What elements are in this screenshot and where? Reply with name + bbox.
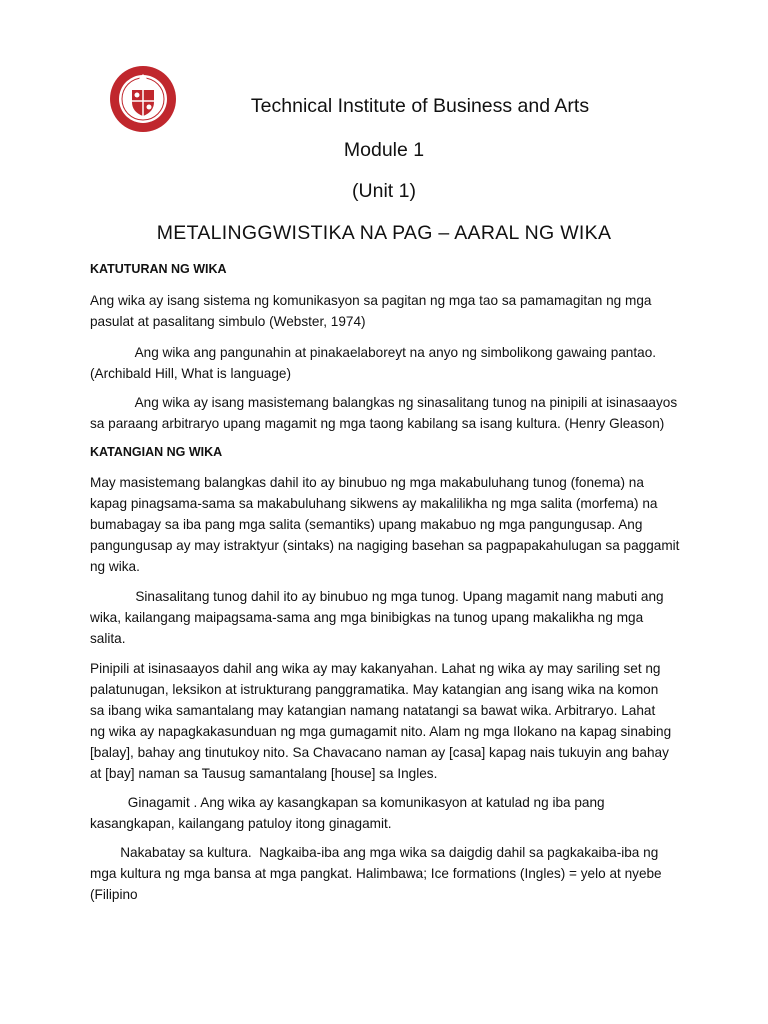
paragraph-line: wika, kailangang maipagsama-sama ang mga binibigkas na tunog upang makalikha ng mga — [90, 610, 644, 625]
document-title: METALINGGWISTIKA NA PAG – AARAL NG WIKA — [156, 222, 612, 244]
paragraph-line: Ang wika ang pangunahin at pinakaelaboreyt na anyo ng simbolikong gawaing pantao. — [90, 345, 657, 360]
paragraph-line: [balay], bahay ang tinutukoy nito. Sa Chavacano naman ay [casa] kapag nais tukuyin ang bahay — [90, 745, 669, 760]
module-label: Module 1 — [343, 139, 425, 161]
paragraph-line: salita. — [90, 631, 126, 646]
section-heading-katangian: KATANGIAN NG WIKA — [90, 445, 223, 459]
paragraph — [90, 586, 690, 649]
paragraph-line: kasangkapan, kailangang patuloy itong ginagamit. — [90, 816, 392, 831]
paragraph-line: May masistemang balangkas dahil ito ay binubuo ng mga makabuluhang tunog (fonema) na — [90, 475, 644, 490]
paragraph — [90, 342, 690, 384]
paragraph-line: pasulat at pasalitang simbulo (Webster, 1974) — [90, 314, 366, 329]
paragraph-line: kapag pinagsama-sama sa makabuluhang sikwens ay makalilikha ng mga salita (morfema) na — [90, 496, 658, 511]
paragraph-line: sa ibang wika samantalang may katangian namang natatangi sa bawat wika. Arbitraryo. Lahat — [90, 703, 656, 718]
paragraph-line: Ginagamit . Ang wika ay kasangkapan sa komunikasyon at katulad ng iba pang — [90, 795, 605, 810]
section-heading-katuturan: KATUTURAN NG WIKA — [90, 262, 227, 276]
paragraph-line: palatunugan, leksikon at istrukturang panggramatika. May katangian ang isang wika na komon — [90, 682, 659, 697]
unit-label: (Unit 1) — [352, 180, 416, 202]
paragraph-line: Sinasalitang tunog dahil ito ay binubuo ng mga tunog. Upang magamit nang mabuti ang — [90, 589, 664, 604]
paragraph — [90, 290, 690, 332]
paragraph-line: ng wika. — [90, 559, 140, 574]
paragraph — [90, 842, 690, 905]
paragraph-line: Ang wika ay isang masistemang balangkas ng sinasalitang tunog na pinipili at isinasaayos — [90, 395, 678, 410]
paragraph-line: ng wika ay napagkakasunduan ng mga gumagamit nito. Alam ng mga Ilokano na kapag sinabing — [90, 724, 672, 739]
paragraph-line: Pinipili at isinasaayos dahil ang wika ay may kakanyahan. Lahat ng wika ay may sariling set ng — [90, 661, 661, 676]
paragraph — [90, 658, 690, 784]
school-name: Technical Institute of Business and Arts — [250, 95, 590, 117]
paragraph — [90, 792, 690, 834]
paragraph-line: at [bay] naman sa Tausug samantalang [house] sa Ingles. — [90, 766, 438, 781]
paragraph-line: bumabagay sa iba pang mga salita (semantiks) upang makabuo ng mga pangungusap. Ang — [90, 517, 643, 532]
paragraph-line: mga kultura ng mga bansa at mga pangkat. Halimbawa; Ice formations (Ingles) = yelo at nyebe — [90, 866, 662, 881]
paragraph-line: (Filipino — [90, 887, 138, 902]
paragraph-line: (Archibald Hill, What is language) — [90, 366, 291, 381]
paragraph — [90, 392, 690, 434]
paragraph-line: pangungusap ay may istraktyur (sintaks) na nagiging basehan sa pagpapakahulugan sa paggamit — [90, 538, 680, 553]
paragraph-line: sa paraang arbitraryo upang magamit ng mga taong kabilang sa isang kultura. (Henry Gleason) — [90, 416, 665, 431]
paragraph-line: Nakabatay sa kultura. Nagkaiba-iba ang mga wika sa daigdig dahil sa pagkakaiba-iba ng — [90, 845, 659, 860]
paragraph-line: Ang wika ay isang sistema ng komunikasyon sa pagitan ng mga tao sa pamamagitan ng mga — [90, 293, 652, 308]
paragraph — [90, 472, 690, 577]
